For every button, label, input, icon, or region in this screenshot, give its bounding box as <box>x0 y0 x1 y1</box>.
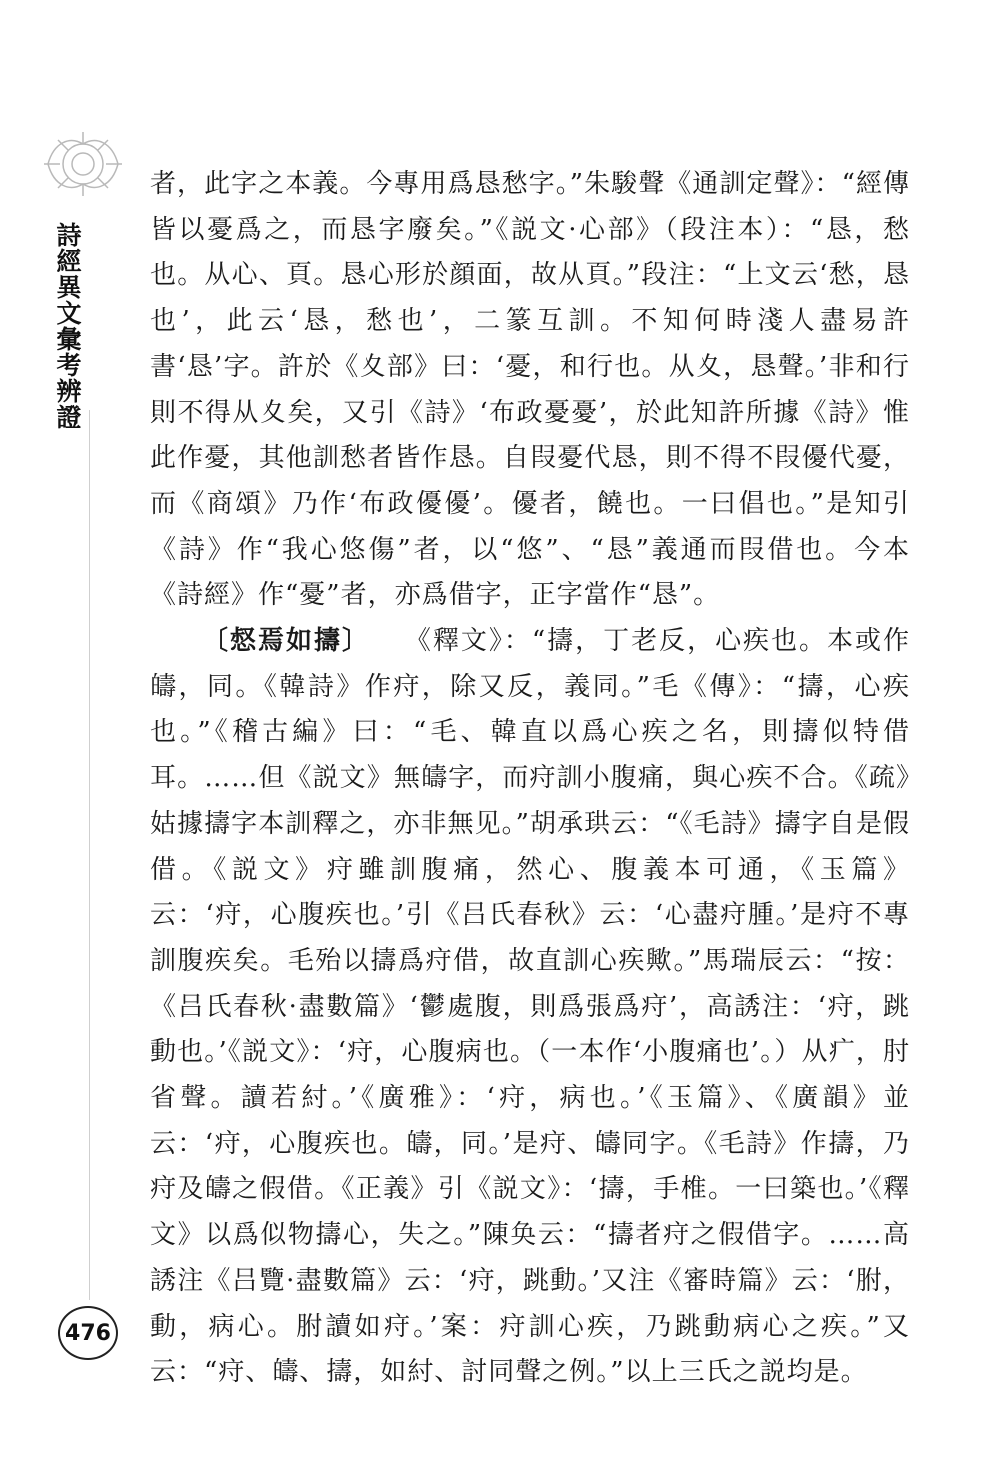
paragraph-2 <box>150 619 910 1396</box>
page-number: 476 <box>58 1306 118 1360</box>
body-text <box>150 162 910 1396</box>
ornament-icon <box>40 128 126 200</box>
entry-heading: 〔惄焉如擣〕 <box>202 626 370 657</box>
paragraph-2-text: 《釋文》：“擣，丁老反，心疾也。本或作㿧，同。《韓詩》作疛，除又反，義同。”毛《傳》：“擣，心疾也。”《稽古編》曰：“毛、韓直以爲心疾之名，則擣似特借耳。……但《説文》無㿧字，而疛訓小腹痛，與心疾不合。《疏》姑據擣字本訓釋之，亦非無见。”胡承珙云：“《毛詩》擣字自是假借。《説文》疛雖訓腹痛，然心、腹義本可通，《玉篇》云：‘疛，心腹疾也。’引《吕氏春秋》云：‘心盡疛腫。’是疛不專訓腹疾矣。毛殆以擣爲疛借，故直訓心疾歟。”馬瑞辰云：“按：《吕氏春秋·盡數篇》‘鬱處腹，則爲張爲疛’，高誘注：‘疛，跳動也。’《説文》：‘疛，心腹病也。（一本作‘小腹痛也’。）从疒，肘省聲。讀若紂。’《廣雅》：‘疛，病也。’《玉篇》、《廣韻》並云：‘疛，心腹疾也。㿧，同。’是疛、㿧同字。《毛詩》作擣，乃疛及㿧之假借。《正義》引《説文》：‘擣，手椎。一曰築也。’《釋文》以爲似物擣心，失之。”陳奂云：“擣者疛之假借字。……高誘注《吕覽·盡數篇》云：‘疛，跳動。’又注《審時篇》云：‘胕，動，病心。胕讀如疛。’案：疛訓心疾，乃跳動病心之疾。”又云：“疛、㿧、擣，如紂、討同聲之例。”以上三氏之説均是。 <box>150 626 910 1388</box>
side-divider <box>89 410 90 1300</box>
paragraph-1: 者，此字之本義。今專用爲恳愁字。”朱駿聲《通訓定聲》：“經傳皆以憂爲之，而恳字廢矣。”《説文·心部》（段注本）：“恳，愁也。从心、頁。恳心形於顔面，故从頁。”段注：“上文云‘愁，恳也’，此云‘恳，愁也’，二篆互訓。不知何時淺人盡易許書‘恳’字。許於《夊部》曰：‘憂，和行也。从夊，恳聲。’非和行則不得从夊矣，又引《詩》‘布政憂憂’，於此知許所據《詩》惟此作憂，其他訓愁者皆作恳。自叚憂代恳，則不得不叚優代憂，而《商頌》乃作‘布政優優’。優者，饒也。一曰倡也。”是知引《詩》作“我心悠傷”者，以“悠”、“恳”義通而叚借也。今本《詩經》作“憂”者，亦爲借字，正字當作“恳”。 <box>150 169 910 611</box>
book-title: 詩經異文彙考辨證 <box>53 222 82 430</box>
